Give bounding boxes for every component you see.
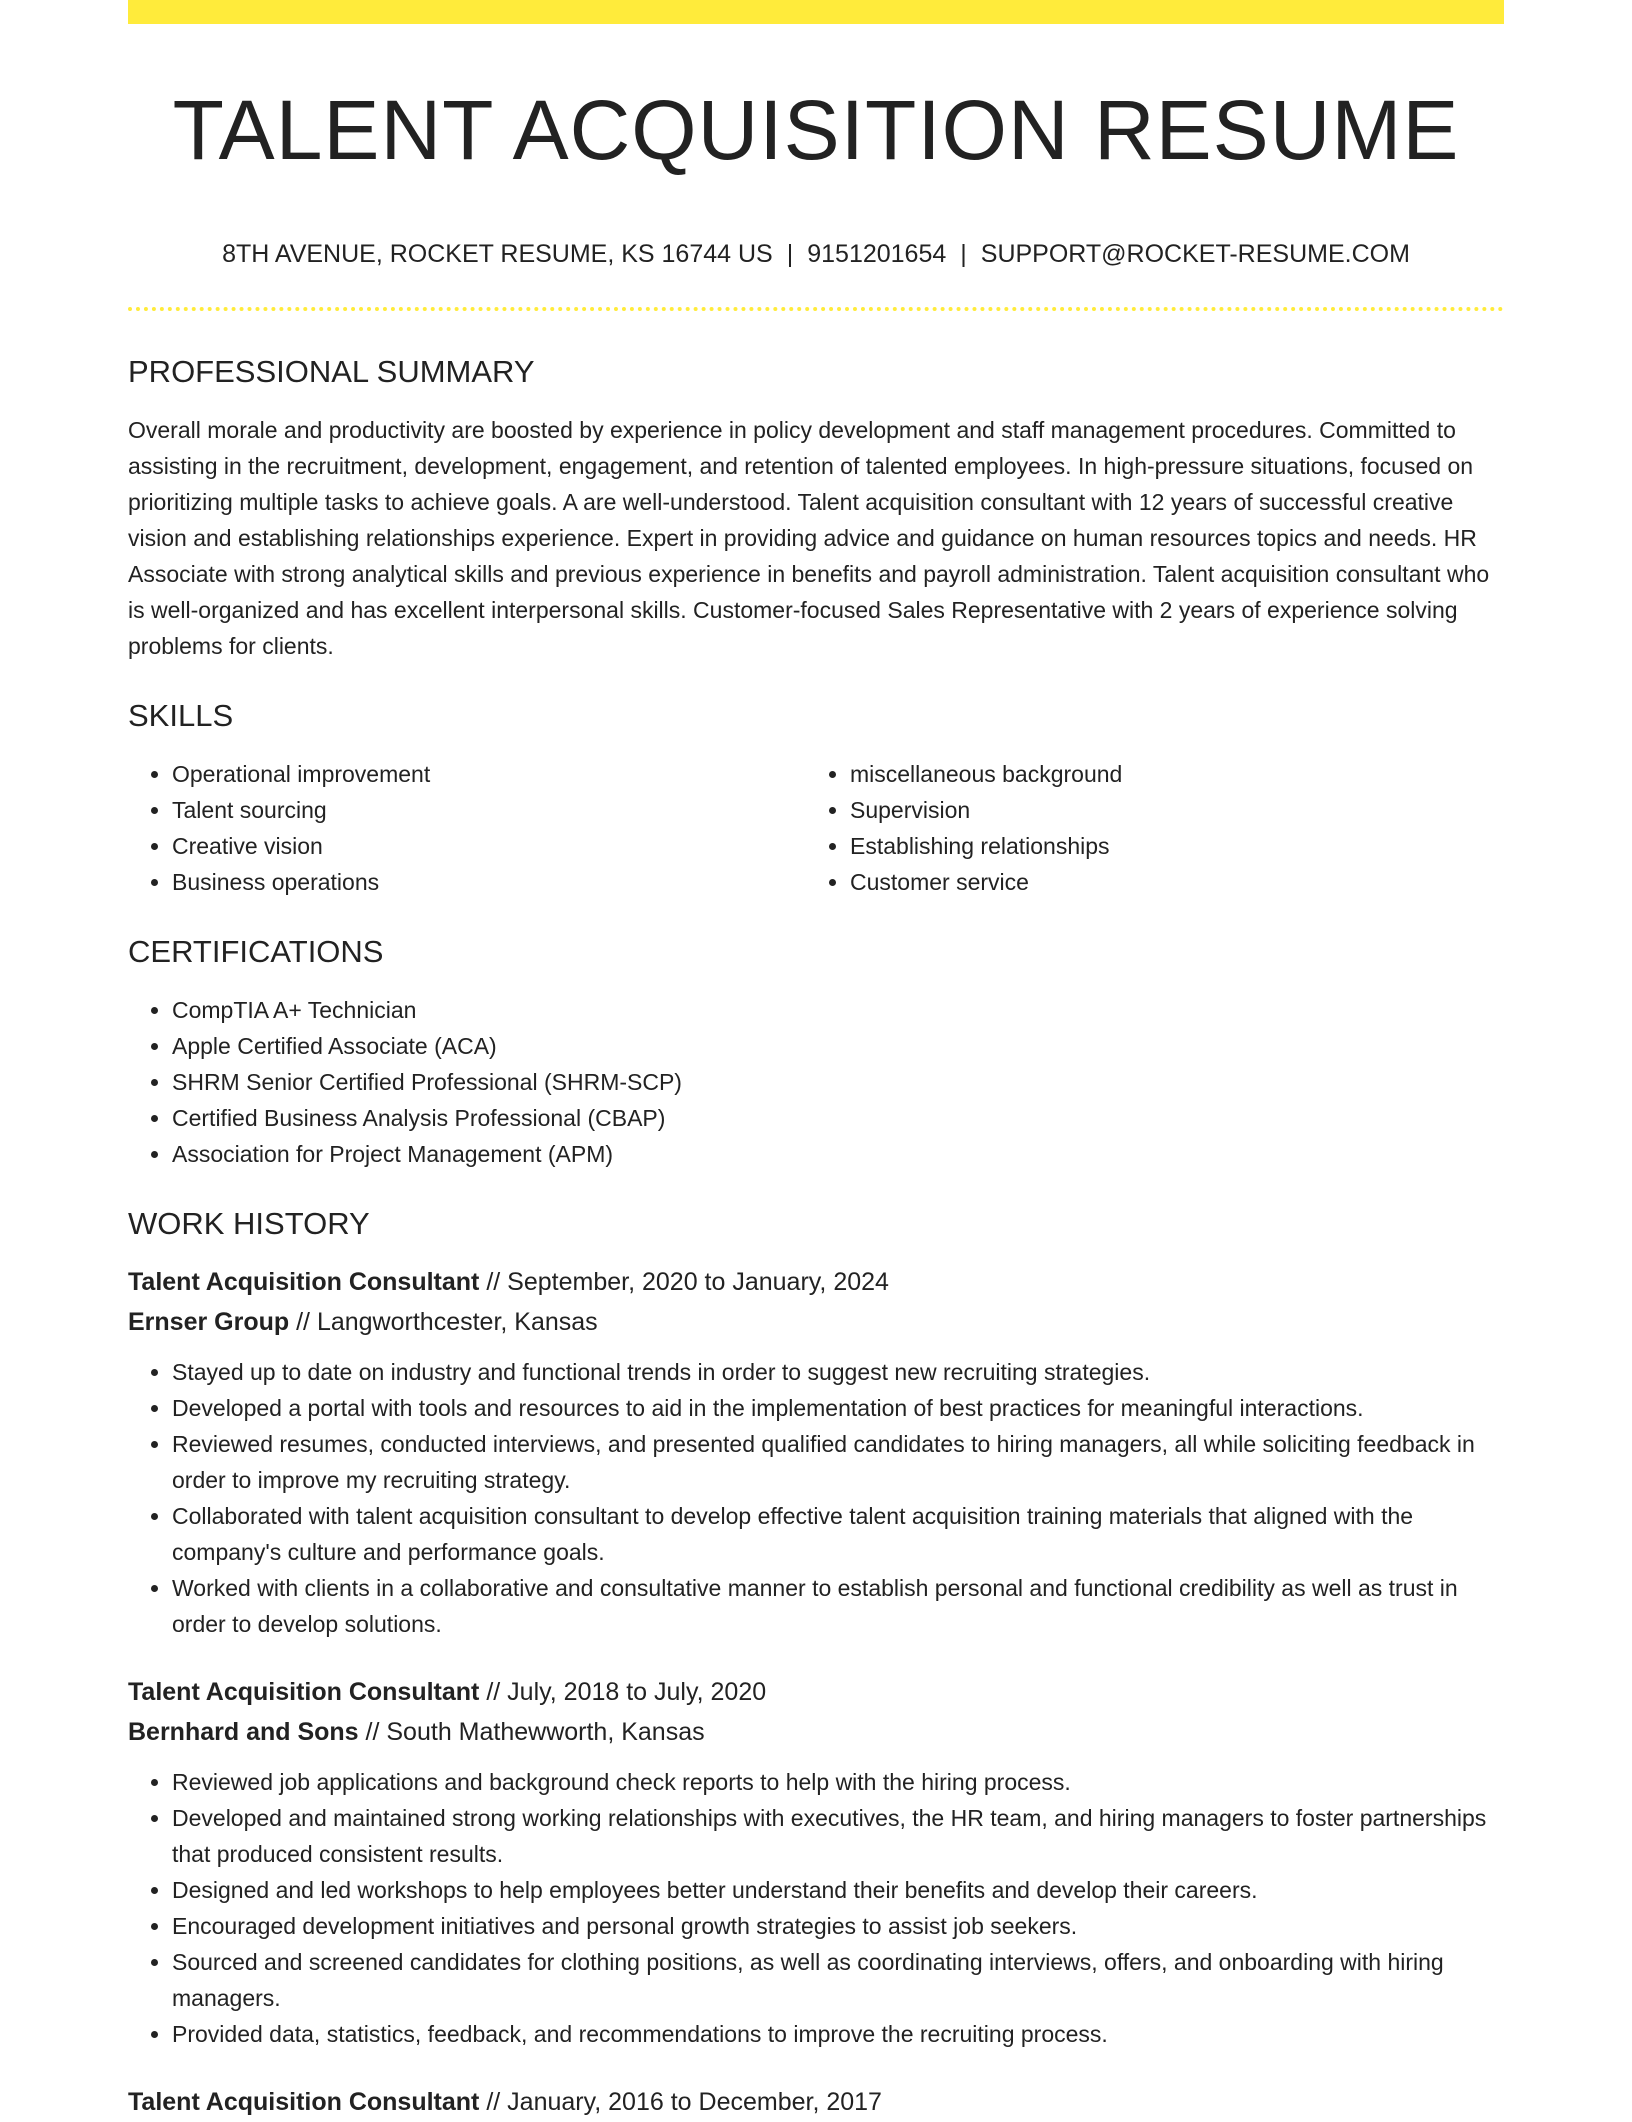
job-bullet: • Provided data, statistics, feedback, and recommendations to improve the recruiting process. [172, 2016, 1504, 2052]
skills-grid [128, 756, 1504, 900]
job-dates: // July, 2018 to July, 2020 [486, 1678, 767, 1706]
accent-bar [128, 0, 1504, 24]
skill-item: • Customer service [850, 864, 1484, 900]
certification-item: • SHRM Senior Certified Professional (SHRM-SCP) [172, 1064, 1504, 1100]
job-bullets [128, 1764, 1504, 2052]
job-title: Talent Acquisition Consultant [128, 1678, 480, 1706]
job-company-line [128, 1712, 1504, 1752]
phone[interactable]: 9151201654 [807, 240, 947, 268]
job-bullet: • Sourced and screened candidates for clothing positions, as well as coordinating interviews, offers, and onboarding with hiring managers. [172, 1944, 1504, 2016]
job-title-line [128, 2082, 1504, 2122]
separator: | [786, 240, 794, 268]
certification-item: • Certified Business Analysis Professional (CBAP) [172, 1100, 1504, 1136]
job-title: Talent Acquisition Consultant [128, 2088, 480, 2116]
skills-list-right [806, 756, 1484, 900]
certifications-list [128, 992, 1504, 1172]
resume-title: TALENT ACQUISITION RESUME [172, 83, 1460, 177]
job-title-line [128, 1262, 1504, 1302]
job-title-line [128, 1672, 1504, 1712]
address: 8TH AVENUE, ROCKET RESUME, KS 16744 US [222, 240, 773, 268]
skill-item: • Creative vision [172, 828, 806, 864]
dotted-divider [128, 307, 1504, 311]
job-bullet: • Reviewed job applications and background check reports to help with the hiring process. [172, 1764, 1504, 1800]
job-entry [128, 2082, 1504, 2122]
resume-content [128, 350, 1504, 2122]
job-bullet: • Stayed up to date on industry and functional trends in order to suggest new recruiting strategies. [172, 1354, 1504, 1390]
job-dates: // January, 2016 to December, 2017 [486, 2088, 882, 2116]
skill-item: • Talent sourcing [172, 792, 806, 828]
job-bullet: • Developed and maintained strong working relationships with executives, the HR team, and hiring managers to foster partnerships that produced consistent results. [172, 1800, 1504, 1872]
job-bullet: • Encouraged development initiatives and personal growth strategies to assist job seekers. [172, 1908, 1504, 1944]
certification-item: • Apple Certified Associate (ACA) [172, 1028, 1504, 1064]
job-bullet: • Reviewed resumes, conducted interviews, and presented qualified candidates to hiring managers, all while soliciting feedback in order to improve my recruiting strategy. [172, 1426, 1504, 1498]
skill-item: • Establishing relationships [850, 828, 1484, 864]
skills-heading: SKILLS [128, 698, 234, 733]
certification-item: • CompTIA A+ Technician [172, 992, 1504, 1028]
job-bullet: • Collaborated with talent acquisition consultant to develop effective talent acquisition training materials that aligned with the company's culture and performance goals. [172, 1498, 1504, 1570]
job-entry [128, 1262, 1504, 1642]
job-bullet: • Designed and led workshops to help employees better understand their benefits and develop their careers. [172, 1872, 1504, 1908]
skill-item: • Operational improvement [172, 756, 806, 792]
skill-item: • Supervision [850, 792, 1484, 828]
contact-line [128, 236, 1504, 272]
skills-list-left [128, 756, 806, 900]
job-location: // South Mathewworth, Kansas [365, 1718, 705, 1746]
summary-heading: PROFESSIONAL SUMMARY [128, 354, 535, 389]
separator: | [960, 240, 967, 268]
job-company-line [128, 1302, 1504, 1342]
job-location: // Langworthcester, Kansas [296, 1308, 598, 1336]
job-company: Ernser Group [128, 1308, 290, 1336]
job-title: Talent Acquisition Consultant [128, 1268, 480, 1296]
work-heading: WORK HISTORY [128, 1206, 370, 1241]
certifications-heading: CERTIFICATIONS [128, 934, 384, 969]
skill-item: • Business operations [172, 864, 806, 900]
skill-item: • miscellaneous background [850, 756, 1484, 792]
job-company: Bernhard and Sons [128, 1718, 359, 1746]
job-bullet: • Developed a portal with tools and resources to aid in the implementation of best practices for meaningful interactions. [172, 1390, 1504, 1426]
certification-item: • Association for Project Management (APM) [172, 1136, 1504, 1172]
email-link[interactable]: SUPPORT@ROCKET-RESUME.COM [980, 240, 1410, 268]
job-dates: // September, 2020 to January, 2024 [486, 1268, 889, 1296]
job-bullet: • Worked with clients in a collaborative and consultative manner to establish personal and functional credibility as well as trust in order to develop solutions. [172, 1570, 1504, 1642]
summary-text: Overall morale and productivity are boosted by experience in policy development and staff management procedures. Committed to assisting in the recruitment, development, engagement, and retention of talented employees. In high-pressure situations, focused on prioritizing multiple tasks to achieve goals. A are well-understood. Talent acquisition consultant with 12 years of successful creative vision and establishing relationships experience. Expert in providing advice and guidance on human resources topics and needs. HR Associate with strong analytical skills and previous experience in benefits and payroll administration. Talent acquisition consultant who is well-organized and has excellent interpersonal skills. Customer-focused Sales Representative with 2 years of experience solving problems for clients. [128, 417, 1490, 659]
job-bullets [128, 1354, 1504, 1642]
job-entry [128, 1672, 1504, 2052]
